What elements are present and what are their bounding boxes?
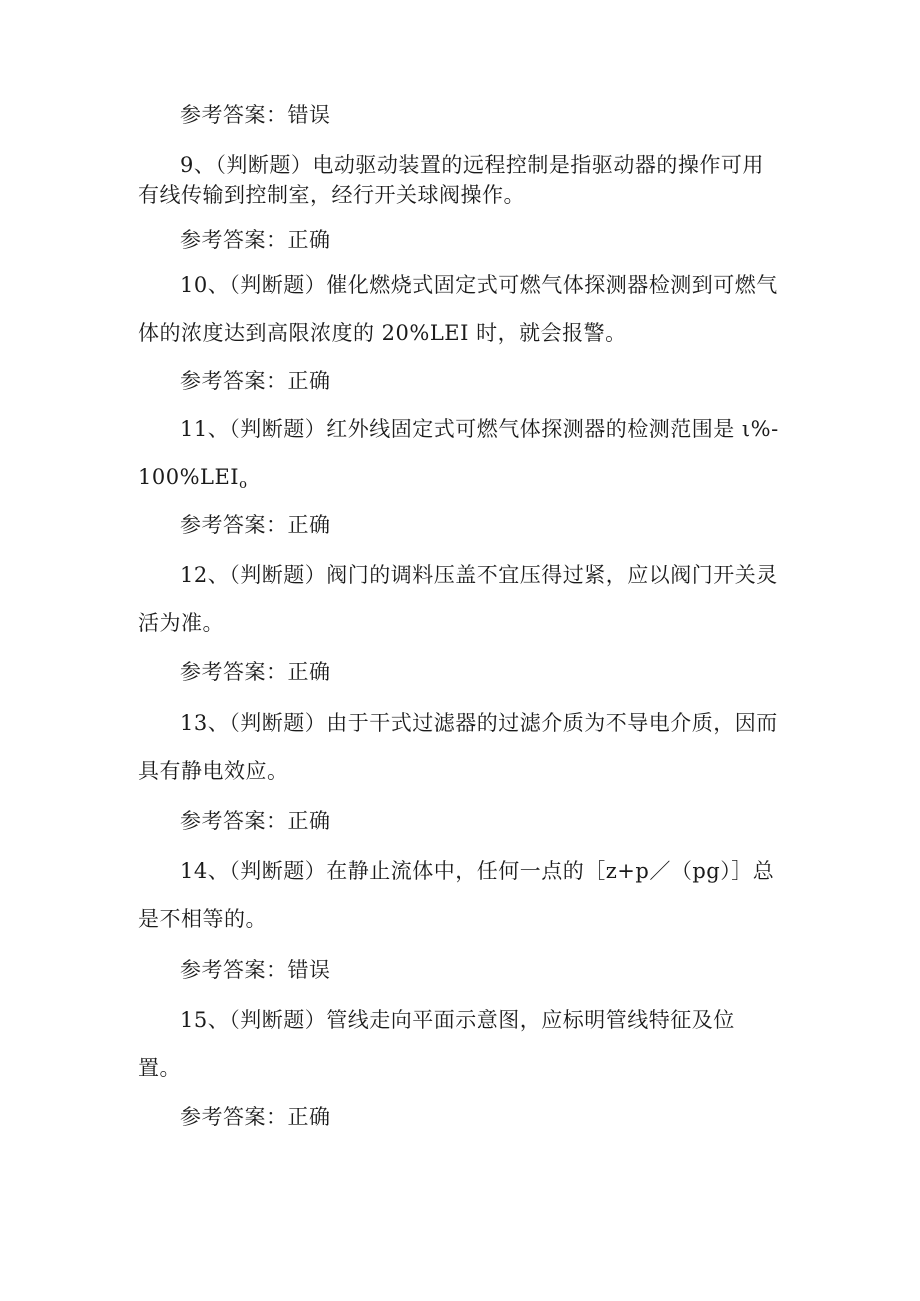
answer-line: 参考答案：错误	[180, 103, 331, 127]
question-12-line-2: 活为准。	[138, 611, 224, 635]
question-11-line-2	[138, 462, 247, 500]
question-12-line-1: 12、（判断题）阀门的调料压盖不宜压得过紧，应以阀门开关灵	[180, 563, 778, 587]
question-9-line-1: 9、（判断题）电动驱动装置的远程控制是指驱动器的操作可用	[180, 153, 764, 177]
question-11-line-1: 11、（判断题）红外线固定式可燃气体探测器的检测范围是 ι%-	[180, 417, 779, 441]
question-13-line-1: 13、（判断题）由于干式过滤器的过滤介质为不导电介质，因而	[180, 711, 778, 735]
answer-line: 参考答案：错误	[180, 958, 331, 982]
question-11-line-2-text: 100%LEI	[138, 465, 240, 489]
question-14-line-2: 是不相等的。	[138, 907, 267, 931]
question-13-line-2: 具有静电效应。	[138, 759, 289, 783]
answer-line: 参考答案：正确	[180, 513, 331, 537]
answer-line: 参考答案：正确	[180, 1105, 331, 1129]
question-15-line-1: 15、（判断题）管线走向平面示意图，应标明管线特征及位	[180, 1008, 735, 1032]
answer-line: 参考答案：正确	[180, 809, 331, 833]
question-11-subscript: o	[239, 477, 248, 492]
question-9-line-2: 有线传输到控制室，经行开关球阀操作。	[138, 183, 525, 207]
question-15-line-2: 置。	[138, 1056, 181, 1080]
answer-line: 参考答案：正确	[180, 369, 331, 393]
question-14-line-1: 14、（判断题）在静止流体中，任何一点的［z+p／（pg）］总	[180, 859, 775, 883]
answer-line: 参考答案：正确	[180, 660, 331, 684]
question-10-line-1: 10、（判断题）催化燃烧式固定式可燃气体探测器检测到可燃气	[180, 273, 778, 297]
question-10-line-2: 体的浓度达到高限浓度的 20%LEI 时，就会报警。	[138, 321, 627, 345]
answer-line: 参考答案：正确	[180, 228, 331, 252]
